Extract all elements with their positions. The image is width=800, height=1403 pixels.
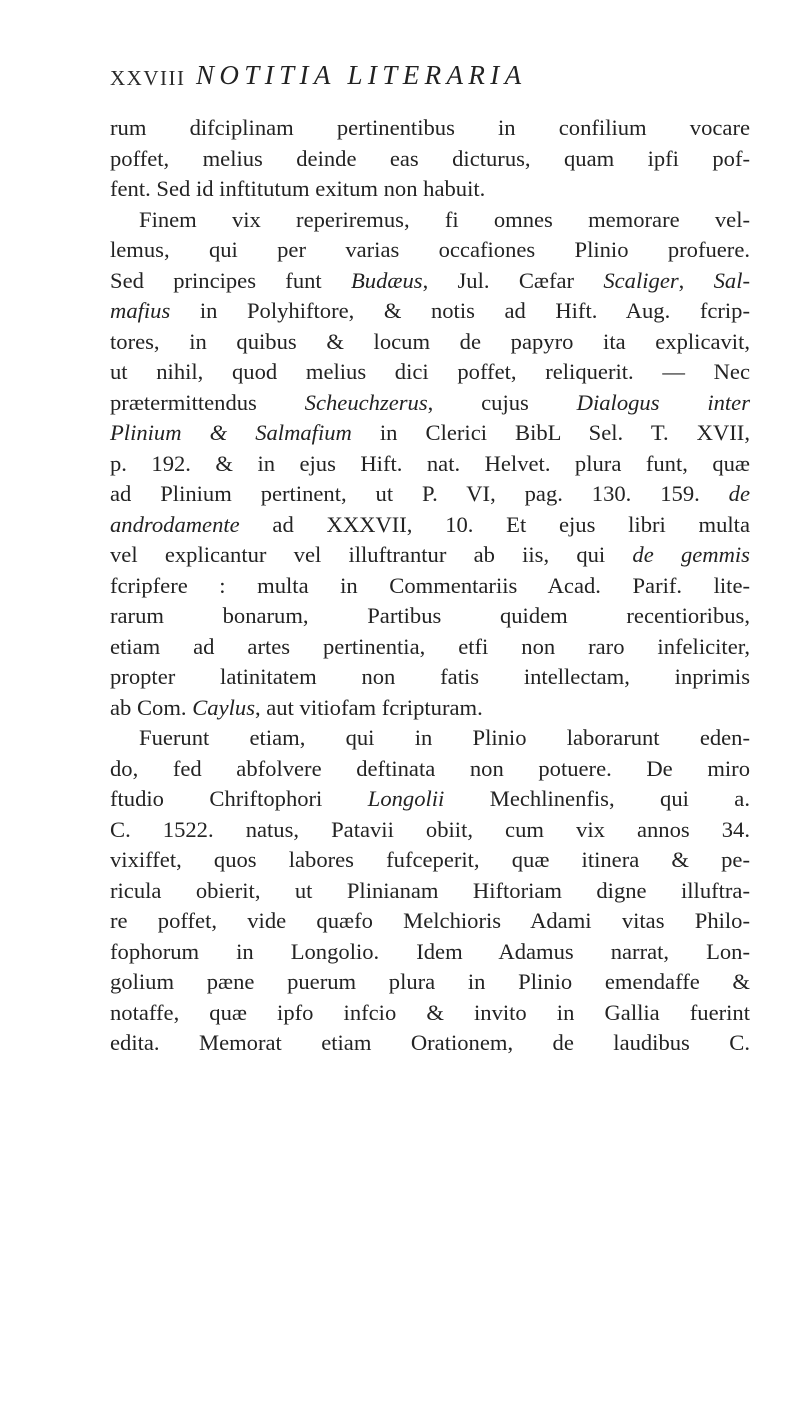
italic-text: Budæus (351, 267, 423, 293)
text-segment: in Clerici BibL Sel. T. XVII, (351, 420, 750, 445)
text-line (110, 876, 750, 907)
text-segment: fophorum in Longolio. Idem Adamus narrat, Lon- (110, 938, 750, 964)
text-segment: golium pæne puerum plura in Plinio emendaffe & (110, 969, 750, 994)
text-line (110, 235, 750, 266)
text-line (110, 784, 750, 815)
text-line (110, 632, 750, 663)
text-line (110, 296, 750, 327)
page-header (110, 60, 750, 92)
text-line (110, 327, 750, 358)
text-segment: notaffe, quæ ipfo infcio & invito in Gallia fuerint (110, 999, 750, 1025)
text-segment: vixiffet, quos labores fufceperit, quæ itinera & pe- (110, 847, 750, 872)
text-line (110, 815, 750, 846)
text-segment: Fuerunt etiam, qui in Plinio laborarunt eden- (139, 725, 750, 750)
text-line (110, 998, 750, 1029)
text-segment: fcripfere : multa in Commentariis Acad. Parif. lite- (110, 572, 750, 598)
italic-text: Scaliger (603, 267, 679, 293)
text-line (110, 205, 750, 236)
text-line (110, 754, 750, 785)
text-segment: fent. Sed id inftitutum exitum non habuit. (110, 176, 486, 201)
text-line (110, 937, 750, 968)
text-segment: Finem vix reperiremus, fi omnes memorare vel- (139, 206, 750, 232)
text-line (110, 540, 750, 571)
text-line (110, 845, 750, 876)
italic-text: Scheuchzerus (304, 389, 428, 415)
text-line (110, 693, 750, 724)
text-segment: vel explicantur vel illuftrantur ab iis, qui (110, 542, 633, 567)
italic-text: androdamente (110, 511, 240, 537)
text-line (110, 601, 750, 632)
text-segment: propter latinitatem non fatis intellectam, inprimis (110, 664, 750, 689)
italic-text: Dialogus inter (576, 389, 751, 415)
text-segment: ftudio Chriftophori (110, 786, 368, 811)
italic-text: de gemmis (632, 542, 750, 567)
text-line (110, 571, 750, 602)
text-segment: rum difciplinam pertinentibus in confilium vocare (110, 115, 750, 140)
text-segment: lemus, qui per varias occafiones Plinio profuere. (110, 237, 750, 262)
text-line (110, 174, 750, 205)
text-segment: Sed principes funt (110, 267, 351, 293)
text-line (110, 723, 750, 754)
text-line (110, 967, 750, 998)
text-segment: , aut vitiofam fcripturam. (254, 694, 483, 720)
text-line (110, 1028, 750, 1059)
text-segment: prætermittendus (110, 389, 305, 415)
running-head: NOTITIA LITERARIA (196, 60, 527, 90)
italic-text: de (728, 481, 750, 506)
text-line (110, 510, 750, 541)
text-segment: Mechlinenfis, qui a. (444, 786, 750, 811)
page-number: XXVIII (110, 66, 186, 90)
text-line (110, 144, 750, 175)
text-line (110, 388, 750, 419)
text-segment: C. 1522. natus, Patavii obiit, cum vix annos 34. (110, 816, 750, 842)
body-text (110, 113, 750, 1059)
italic-text: Sal- (713, 267, 750, 293)
text-segment: ad Plinium pertinent, ut P. VI, pag. 130. 159. (110, 481, 729, 506)
text-segment: etiam ad artes pertinentia, etfi non raro infeliciter, (110, 633, 750, 659)
text-line (110, 479, 750, 510)
text-segment: in Polyhiftore, & notis ad Hift. Aug. fcrip- (170, 298, 750, 323)
text-segment: do, fed abfolvere deftinata non potuere. De miro (110, 755, 750, 781)
italic-text: Longolii (367, 786, 445, 811)
italic-text: mafius (110, 298, 171, 323)
text-line (110, 418, 750, 449)
text-segment: rarum bonarum, Partibus quidem recentioribus, (110, 603, 750, 628)
text-segment: tores, in quibus & locum de papyro ita explicavit, (110, 328, 750, 354)
text-segment: p. 192. & in ejus Hift. nat. Helvet. plura funt, quæ (110, 450, 750, 476)
text-segment: ad XXXVII, 10. Et ejus libri multa (239, 511, 750, 537)
text-segment: ab Com. (110, 694, 193, 720)
text-segment: , Jul. Cæfar (422, 267, 604, 293)
text-line (110, 662, 750, 693)
text-segment: edita. Memorat etiam Orationem, de laudibus C. (110, 1030, 750, 1055)
text-line (110, 357, 750, 388)
text-segment: , (678, 267, 714, 293)
text-segment: re poffet, vide quæfo Melchioris Adami vitas Philo- (110, 908, 750, 933)
text-segment: ricula obierit, ut Plinianam Hiftoriam digne illuftra- (110, 877, 750, 903)
text-segment: poffet, melius deinde eas dicturus, quam ipfi pof- (110, 145, 750, 171)
italic-text: Caylus (192, 694, 255, 720)
text-line (110, 113, 750, 144)
text-segment: ut nihil, quod melius dici poffet, reliquerit. — Nec (110, 359, 750, 384)
text-line (110, 266, 750, 297)
text-segment: , cujus (427, 389, 577, 415)
italic-text: Plinium & Salmafium (110, 420, 352, 445)
text-line (110, 906, 750, 937)
text-line (110, 449, 750, 480)
